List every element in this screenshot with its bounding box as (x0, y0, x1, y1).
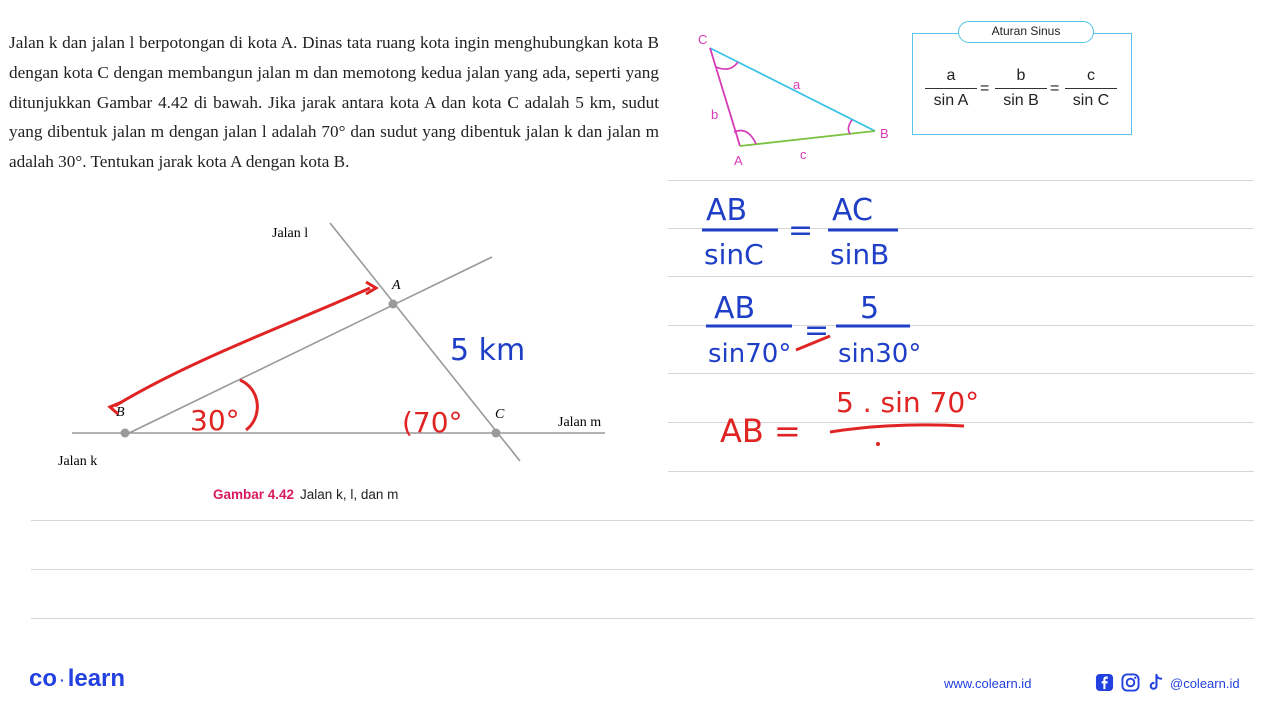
step3-right-numerator: 5 . sin 70° (836, 386, 980, 419)
triangle-diagram (690, 28, 905, 173)
road-diagram (40, 210, 640, 480)
fraction-a: $\frac{a}{\text{sin A}}$ (925, 64, 977, 113)
handwritten-5km: 5 km (450, 333, 526, 368)
label-jalan-k: Jalan k (58, 454, 98, 469)
angle-B-arc (848, 120, 852, 134)
equals-sign-1: = (980, 80, 990, 97)
fraction-b: $\frac{b}{\text{sin B}}$ (995, 64, 1047, 113)
figure-caption (213, 487, 398, 502)
step1-right-numerator: AC (832, 193, 873, 228)
label-jalan-m: Jalan m (558, 415, 602, 430)
step2-equals: = (804, 313, 830, 348)
handwritten-30-degree: 30° (190, 404, 240, 437)
triangle-vertex-B: B (880, 126, 889, 141)
step2-right-denominator: sin30° (838, 339, 922, 369)
angle-C-arc (716, 62, 738, 69)
arc-30-annotation (240, 380, 257, 430)
step3-left: AB = (720, 412, 801, 450)
logo-co: co (29, 665, 58, 692)
step2-right-numerator: 5 (860, 291, 880, 326)
point-C-dot (492, 429, 501, 438)
problem-statement (9, 28, 659, 177)
colearn-logo[interactable]: co · learn (29, 665, 126, 692)
step1-equals: = (788, 213, 814, 248)
caption-number: Gambar 4.42 (213, 487, 295, 502)
triangle-side-b-label: b (711, 107, 719, 122)
sine-rule-title: Aturan Sinus (958, 21, 1094, 43)
label-point-C: C (495, 407, 505, 422)
handwritten-70-degree: (70° (402, 406, 463, 439)
instagram-icon[interactable] (1121, 673, 1140, 692)
website-link[interactable]: www.colearn.id (944, 676, 1032, 691)
triangle-side-c (740, 131, 875, 146)
label-jalan-l: Jalan l (272, 226, 309, 241)
point-A-dot (389, 300, 398, 309)
step1-left-denominator: sinC (704, 238, 764, 271)
step1-right-denominator: sinB (830, 238, 890, 271)
triangle-side-a-label: a (793, 77, 801, 92)
equals-sign-2: = (1050, 80, 1060, 97)
handwritten-solution (690, 180, 990, 470)
fraction-c: $\frac{c}{\text{sin C}}$ (1065, 64, 1117, 113)
step2-left-denominator: sin70° (708, 339, 792, 369)
point-B-dot (121, 429, 130, 438)
arrow-AB-annotation (115, 288, 370, 406)
caption-text: Jalan k, l, dan m (300, 487, 399, 502)
tiktok-icon[interactable] (1146, 673, 1165, 692)
logo-learn: learn (67, 665, 126, 692)
problem-text: Jalan k dan jalan l berpotongan di kota A. Dinas tata ruang kota ingin menghubungkan kota B dengan kota C dengan membangun jalan m dan memotong kedua jalan yang ada, seperti yang ditunjukkan Gambar 4.42 di bawah. Jika jarak antara kota A dan kota C adalah 5 km, sudut yang dibentuk jalan m dengan jalan l adalah 70° dan sudut yang dibentuk jalan k dan jalan m adalah 30°. Tentukan jarak kota A dengan kota B. (9, 33, 659, 172)
label-point-A: A (392, 278, 401, 293)
facebook-icon[interactable] (1095, 673, 1114, 692)
label-point-B: B (116, 405, 125, 420)
sine-rule-box (912, 24, 1132, 135)
step2-left-numerator: AB (714, 291, 756, 326)
triangle-side-c-label: c (800, 147, 807, 162)
triangle-vertex-A: A (734, 153, 743, 168)
step1-left-numerator: AB (706, 193, 748, 228)
triangle-vertex-C: C (698, 32, 708, 47)
social-handle[interactable]: @colearn.id (1170, 676, 1240, 691)
